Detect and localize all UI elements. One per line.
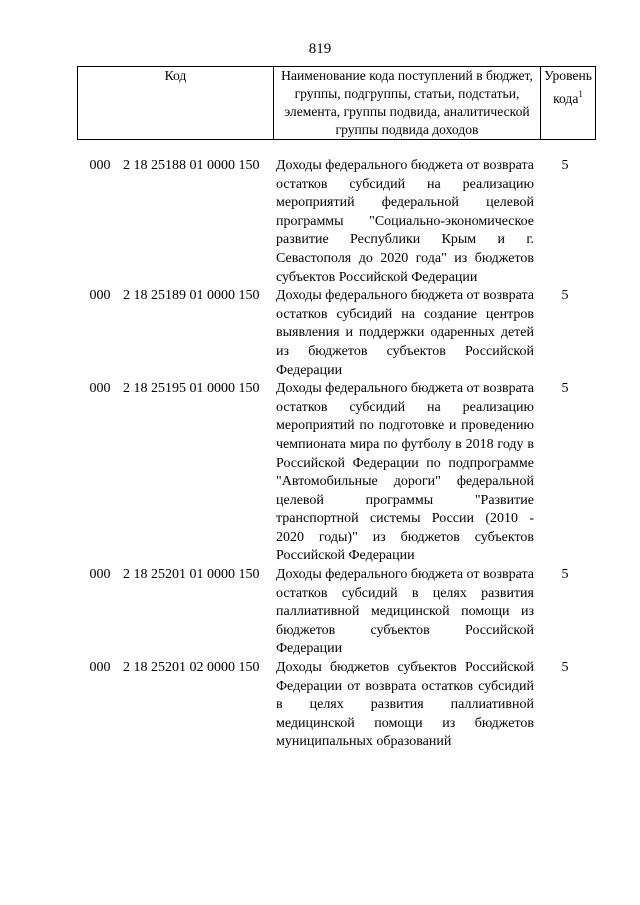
row-code: 2 18 25188 01 0000 150 <box>123 158 260 173</box>
row-name: Доходы федерального бюджета от возврата остатков субсидий на создание центров выявления и поддержки одаренных детей из бюджетов субъектов Российской Федерации <box>276 288 534 378</box>
row-prefix: 000 <box>89 381 111 397</box>
row-prefix: 000 <box>89 660 111 676</box>
codes-table <box>77 157 592 752</box>
row-code: 2 18 25201 01 0000 150 <box>123 567 260 583</box>
row-level: 5 <box>561 381 569 397</box>
row-name: Доходы федерального бюджета от возврата остатков субсидий в целях развития паллиативной медицинской помощи из бюджетов субъектов Российской Федерации <box>276 567 534 657</box>
table-row <box>77 566 592 659</box>
row-name: Доходы федерального бюджета от возврата остатков субсидий на реализацию мероприятий федеральной целевой программы "Социально-экономическое развитие Республики Крым и г. Севастополя до 2020 года" из бюджетов субъектов Российской Федерации <box>276 158 534 285</box>
header-table <box>77 66 596 140</box>
header-level: Уровень кода <box>544 68 592 106</box>
row-code: 2 18 25201 02 0000 150 <box>123 660 260 676</box>
row-level: 5 <box>561 567 569 583</box>
header-row <box>78 67 596 140</box>
header-level-footnote: 1 <box>578 89 583 99</box>
page-number: 819 <box>308 41 332 57</box>
row-name: Доходы федерального бюджета от возврата остатков субсидий на реализацию мероприятий по подготовке и проведению чемпионата мира по футболу в 2018 году в Российской Федерации по подпрограмме "Автомобильные дороги" федеральной целевой программы "Развитие транспортной системы России (2010 - 2020 годы)" из бюджетов субъектов Российской Федерации <box>276 381 534 564</box>
header-name: Наименование кода поступлений в бюджет, группы, подгруппы, статьи, подстатьи, элемента, группы подвида, аналитической группы подвида доходов <box>274 67 541 140</box>
table-row <box>77 659 592 752</box>
table-row <box>77 287 592 380</box>
header-level-cell <box>541 67 596 140</box>
table-row <box>77 380 592 566</box>
row-name: Доходы бюджетов субъектов Российской Федерации от возврата остатков субсидий в целях развития паллиативной медицинской помощи из бюджетов муниципальных образований <box>276 660 534 750</box>
row-code: 2 18 25189 01 0000 150 <box>123 288 260 304</box>
header-code: Код <box>78 67 274 140</box>
table-row <box>77 157 592 287</box>
row-level: 5 <box>561 288 569 304</box>
row-prefix: 000 <box>89 158 111 173</box>
row-level: 5 <box>561 158 569 173</box>
row-prefix: 000 <box>89 567 111 583</box>
row-code: 2 18 25195 01 0000 150 <box>123 381 260 397</box>
row-level: 5 <box>561 660 569 676</box>
row-prefix: 000 <box>89 288 111 304</box>
